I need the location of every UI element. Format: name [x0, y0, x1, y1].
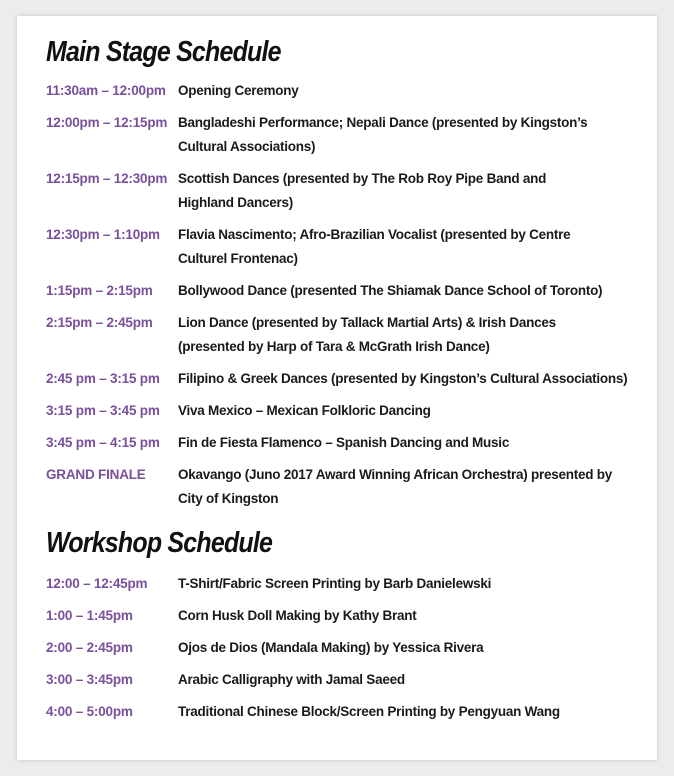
time-slot: 2:00 – 2:45pm: [46, 640, 133, 655]
event-description-line: Fin de Fiesta Flamenco – Spanish Dancing and Music: [178, 435, 510, 450]
event-description: [178, 223, 648, 271]
event-description: [178, 668, 648, 692]
time-slot: 1:15pm – 2:15pm: [46, 283, 153, 298]
event-description-line: Traditional Chinese Block/Screen Printing by Pengyuan Wang: [178, 704, 560, 719]
event-description: [178, 399, 648, 423]
event-description-line: (presented by Harp of Tara & McGrath Irish Dance): [178, 339, 490, 354]
time-slot: 2:45 pm – 3:15 pm: [46, 371, 160, 386]
event-description-line: Corn Husk Doll Making by Kathy Brant: [178, 608, 417, 623]
event-description-line: City of Kingston: [178, 491, 279, 506]
event-description-line: Filipino & Greek Dances (presented by Kingston’s Cultural Associations): [178, 371, 628, 386]
event-description-line: Flavia Nascimento; Afro-Brazilian Vocalist (presented by Centre: [178, 227, 571, 242]
event-description-line: Cultural Associations): [178, 139, 316, 154]
time-slot: 12:00pm – 12:15pm: [46, 115, 168, 130]
time-slot: 4:00 – 5:00pm: [46, 704, 133, 719]
event-description: [178, 700, 648, 724]
event-description-line: Viva Mexico – Mexican Folkloric Dancing: [178, 403, 431, 418]
main-stage-schedule-row: [46, 111, 657, 159]
event-description: [178, 636, 648, 660]
main-stage-schedule-row: [46, 431, 657, 455]
main-stage-schedule-row: [46, 463, 657, 511]
workshop-schedule-row: [46, 700, 657, 724]
workshop-heading: Workshop Schedule: [46, 527, 273, 559]
event-description: [178, 463, 648, 511]
event-description-line: Opening Ceremony: [178, 83, 299, 98]
event-description-line: Ojos de Dios (Mandala Making) by Yessica Rivera: [178, 640, 484, 655]
workshop-schedule-row: [46, 572, 657, 596]
event-description-line: Okavango (Juno 2017 Award Winning African Orchestra) presented by: [178, 467, 612, 482]
event-description-line: Arabic Calligraphy with Jamal Saeed: [178, 672, 405, 687]
event-description-line: Bangladeshi Performance; Nepali Dance (presented by Kingston’s: [178, 115, 588, 130]
main-stage-schedule-row: [46, 79, 657, 103]
time-slot: 3:45 pm – 4:15 pm: [46, 435, 160, 450]
workshop-schedule-list: [46, 572, 657, 724]
event-description: [178, 111, 648, 159]
main-stage-schedule-row: [46, 399, 657, 423]
time-slot: 3:00 – 3:45pm: [46, 672, 133, 687]
event-description: [178, 167, 648, 215]
event-description-line: Highland Dancers): [178, 195, 294, 210]
event-description-line: T-Shirt/Fabric Screen Printing by Barb Danielewski: [178, 576, 492, 591]
time-slot: 11:30am – 12:00pm: [46, 83, 166, 98]
main-stage-schedule-row: [46, 279, 657, 303]
event-description-line: Lion Dance (presented by Tallack Martial Arts) & Irish Dances: [178, 315, 556, 330]
time-slot: 12:00 – 12:45pm: [46, 576, 148, 591]
time-slot: GRAND FINALE: [46, 467, 146, 482]
time-slot: 2:15pm – 2:45pm: [46, 315, 153, 330]
event-description-line: Bollywood Dance (presented The Shiamak Dance School of Toronto): [178, 283, 603, 298]
main-stage-schedule-row: [46, 311, 657, 359]
main-stage-heading: Main Stage Schedule: [46, 36, 281, 68]
main-stage-schedule-list: [46, 79, 657, 511]
time-slot: 3:15 pm – 3:45 pm: [46, 403, 160, 418]
workshop-schedule-row: [46, 668, 657, 692]
main-stage-schedule-row: [46, 167, 657, 215]
event-description-line: Culturel Frontenac): [178, 251, 298, 266]
event-description: [178, 279, 648, 303]
time-slot: 1:00 – 1:45pm: [46, 608, 133, 623]
event-description: [178, 79, 648, 103]
main-stage-schedule-row: [46, 367, 657, 391]
workshop-schedule-row: [46, 604, 657, 628]
event-description: [178, 431, 648, 455]
event-description-line: Scottish Dances (presented by The Rob Roy Pipe Band and: [178, 171, 547, 186]
workshop-schedule-row: [46, 636, 657, 660]
event-description: [178, 367, 648, 391]
event-description: [178, 604, 648, 628]
schedule-card: [17, 16, 657, 760]
time-slot: 12:15pm – 12:30pm: [46, 171, 168, 186]
time-slot: 12:30pm – 1:10pm: [46, 227, 160, 242]
event-description: [178, 572, 648, 596]
main-stage-schedule-row: [46, 223, 657, 271]
event-description: [178, 311, 648, 359]
